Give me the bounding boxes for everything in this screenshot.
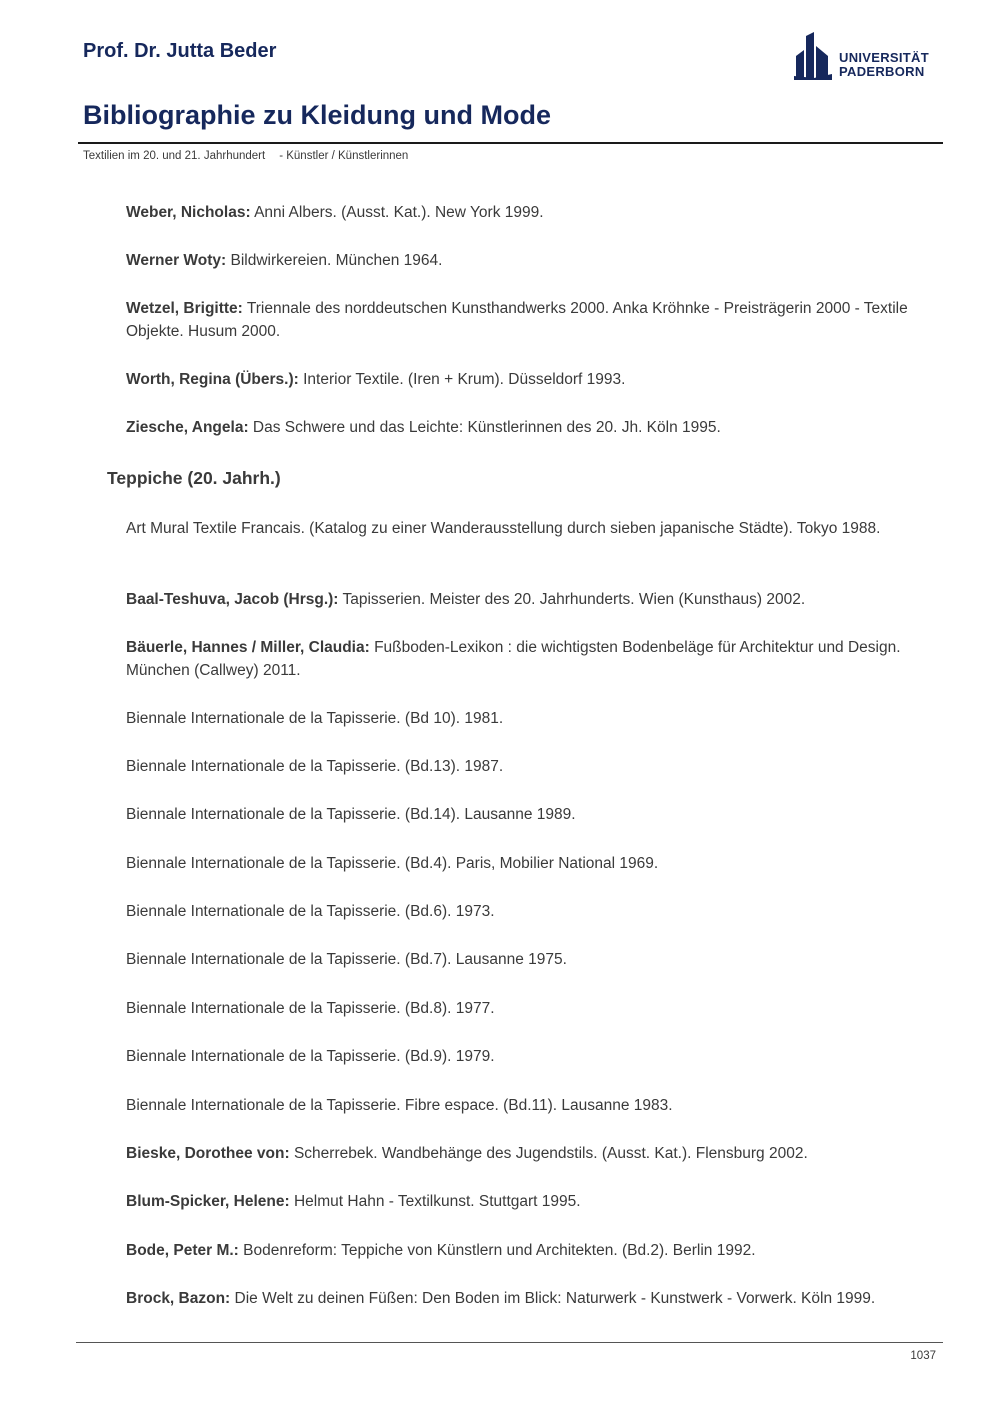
subheading-topic: Textilien im 20. und 21. Jahrhundert — [83, 150, 266, 162]
bibliography-entry — [126, 517, 926, 540]
subheading — [83, 150, 408, 162]
bibliography-entry — [126, 1287, 926, 1310]
entry-text: Biennale Internationale de la Tapisserie. Fibre espace. (Bd.11). Lausanne 1983. — [126, 1097, 673, 1114]
entry-text: Tapisserien. Meister des 20. Jahrhunderts. Wien (Kunsthaus) 2002. — [338, 591, 806, 608]
document-title: Bibliographie zu Kleidung und Mode — [83, 100, 551, 130]
footer-divider — [76, 1342, 943, 1343]
entry-text: Biennale Internationale de la Tapisserie. (Bd.8). 1977. — [126, 1000, 495, 1017]
page-number: 1037 — [910, 1350, 936, 1362]
section-heading: Teppiche (20. Jahrh.) — [107, 468, 281, 488]
entry-text: Anni Albers. (Ausst. Kat.). New York 1999. — [250, 204, 544, 221]
entry-author: Ziesche, Angela: — [126, 419, 249, 436]
entry-text: Biennale Internationale de la Tapisserie. (Bd 10). 1981. — [126, 710, 504, 727]
subheading-category: - Künstler / Künstlerinnen — [279, 150, 409, 162]
bibliography-entry — [126, 755, 926, 778]
entry-author: Blum-Spicker, Helene: — [126, 1193, 290, 1210]
entry-text: Art Mural Textile Francais. (Katalog zu einer Wanderausstellung durch sieben japanische Städte). Tokyo 1988. — [126, 520, 881, 537]
entry-text: Biennale Internationale de la Tapisserie. (Bd.7). Lausanne 1975. — [126, 951, 567, 968]
header-divider — [78, 142, 943, 144]
bibliography-entry — [126, 1045, 926, 1068]
bibliography-entry — [126, 201, 926, 224]
bibliography-entry — [126, 997, 926, 1020]
bibliography-entry — [126, 803, 926, 826]
entry-text: Triennale des norddeutschen Kunsthandwerks 2000. Anka Kröhnke - Preisträgerin 2000 - Textile Objekte. Husum 2000. — [126, 300, 908, 340]
entry-author: Werner Woty: — [126, 252, 227, 269]
logo-text-line1: UNIVERSITÄT — [839, 50, 929, 65]
author-name: Prof. Dr. Jutta Beder — [83, 40, 277, 62]
entry-author: Bode, Peter M.: — [126, 1242, 239, 1259]
entry-text: Bodenreform: Teppiche von Künstlern und Architekten. (Bd.2). Berlin 1992. — [238, 1242, 756, 1259]
entry-text: Scherrebek. Wandbehänge des Jugendstils. (Ausst. Kat.). Flensburg 2002. — [289, 1145, 808, 1162]
bibliography-entry — [126, 852, 926, 875]
entry-author: Wetzel, Brigitte: — [126, 300, 243, 317]
entry-text: Biennale Internationale de la Tapisserie. (Bd.6). 1973. — [126, 903, 495, 920]
entry-text: Das Schwere und das Leichte: Künstlerinnen des 20. Jh. Köln 1995. — [248, 419, 721, 436]
bibliography-entry — [126, 1239, 926, 1262]
entry-text: Biennale Internationale de la Tapisserie. (Bd.4). Paris, Mobilier National 1969. — [126, 855, 659, 872]
university-logo — [794, 32, 934, 82]
entry-author: Worth, Regina (Übers.): — [126, 371, 299, 388]
entry-text: Bildwirkereien. München 1964. — [226, 252, 443, 269]
entry-text: Biennale Internationale de la Tapisserie. (Bd.13). 1987. — [126, 758, 504, 775]
entry-author: Bieske, Dorothee von: — [126, 1145, 290, 1162]
entry-text: Fußboden-Lexikon : die wichtigsten Bodenbeläge für Architektur und Design. München (Callwey) 2011. — [126, 639, 901, 679]
logo-text-line2: PADERBORN — [839, 64, 925, 79]
entry-text: Helmut Hahn - Textilkunst. Stuttgart 1995. — [289, 1193, 581, 1210]
entry-text: Biennale Internationale de la Tapisserie. (Bd.14). Lausanne 1989. — [126, 806, 576, 823]
bibliography-entry — [126, 368, 926, 391]
entry-author: Baal-Teshuva, Jacob (Hrsg.): — [126, 591, 339, 608]
bibliography-entry — [126, 1094, 926, 1117]
entry-text: Biennale Internationale de la Tapisserie. (Bd.9). 1979. — [126, 1048, 495, 1065]
bibliography-entry — [126, 636, 926, 682]
bibliography-entry — [126, 1190, 926, 1213]
bibliography-entry — [126, 900, 926, 923]
entry-author: Bäuerle, Hannes / Miller, Claudia: — [126, 639, 370, 656]
entry-text: Interior Textile. (Iren + Krum). Düsseldorf 1993. — [298, 371, 626, 388]
bibliography-entry — [126, 1142, 926, 1165]
bibliography-entry — [126, 297, 926, 343]
bibliography-entry — [126, 948, 926, 971]
entry-author: Brock, Bazon: — [126, 1290, 231, 1307]
bibliography-entry — [126, 588, 926, 611]
bibliography-entry — [126, 249, 926, 272]
university-logo-icon — [794, 32, 834, 82]
bibliography-entry — [126, 416, 926, 439]
entry-author: Weber, Nicholas: — [126, 204, 251, 221]
entry-text: Die Welt zu deinen Füßen: Den Boden im Blick: Naturwerk - Kunstwerk - Vorwerk. Köln 1999. — [230, 1290, 876, 1307]
bibliography-entry — [126, 707, 926, 730]
